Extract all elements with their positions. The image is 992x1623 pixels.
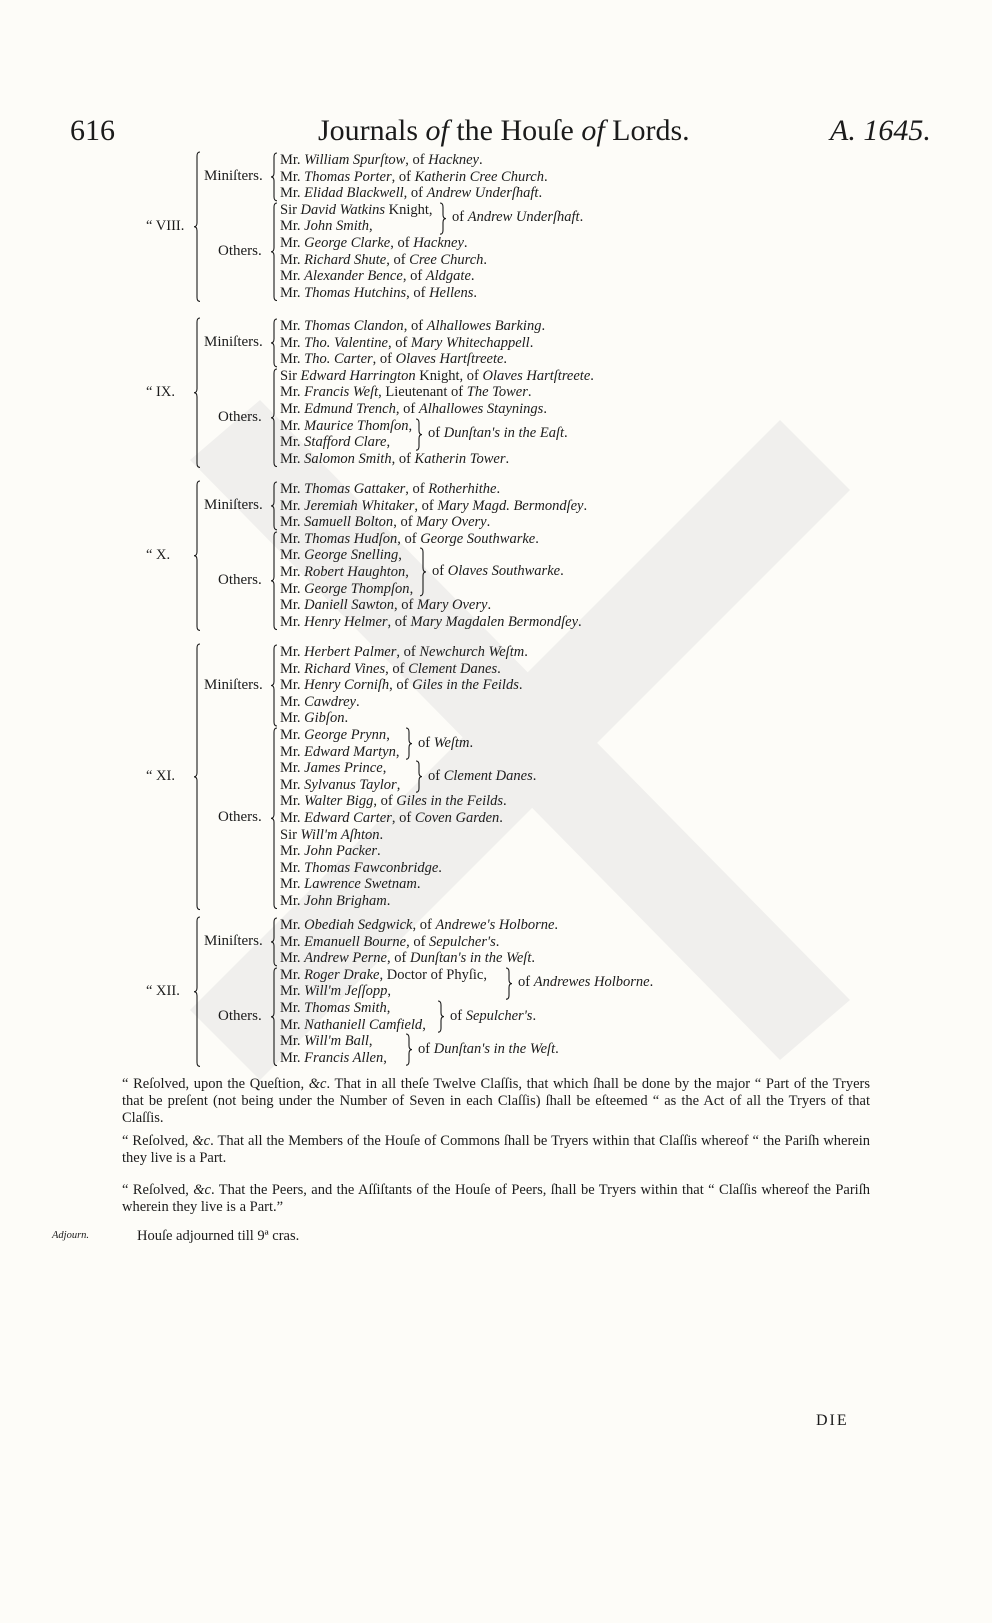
- class-entry-line: Mr. Thomas Porter, of Katherin Cree Church.: [280, 168, 548, 185]
- others-brace-icon: [271, 728, 279, 909]
- class-numeral: “ X.: [146, 546, 171, 563]
- class-entry-line: Mr. John Packer.: [280, 843, 381, 860]
- class-entry-line: Mr. Richard Vines, of Clement Danes.: [280, 660, 501, 677]
- class-entry-line: Sir David Watkins Knight,: [280, 201, 433, 218]
- others-label: Others.: [218, 809, 262, 826]
- class-entry-line: Mr. George Snelling,: [280, 547, 402, 564]
- class-entry-line: Mr. Alexander Bence, of Aldgate.: [280, 268, 475, 285]
- margin-note: Adjourn.: [52, 1230, 90, 1241]
- others-brace-icon: [271, 532, 279, 630]
- ministers-brace-icon: [271, 153, 279, 201]
- class-entry-line: Mr. George Thompſon,: [280, 580, 414, 597]
- joint-parish-text: of Andrewes Holborne.: [518, 974, 654, 991]
- class-entry-line: Sir Edward Harrington Knight, of Olaves Hartſtreete.: [280, 367, 594, 384]
- resolution-3: “ Reſolved, &c. That the Peers, and the Aſſiſtants of the Houſe of Peers, ſhall be Tryers within that “ Claſſis whereof the Pariſh wherein they live is a Part.”: [122, 1182, 870, 1215]
- class-entry-line: Mr. Herbert Palmer, of Newchurch Weſtm.: [280, 644, 528, 660]
- class-entry-line: Mr. Obediah Sedgwick, of Andrewe's Holborne.: [280, 917, 559, 933]
- class-entry-line: Mr. Tho. Valentine, of Mary Whitechappell.: [280, 334, 534, 351]
- class-entry-line: Mr. Walter Bigg, of Giles in the Feilds.: [280, 793, 507, 810]
- class-entry-line: Mr. Thomas Gattaker, of Rotherhithe.: [280, 481, 501, 497]
- class-entry-line: Mr. James Prince,: [280, 760, 387, 777]
- joint-brace-icon: [506, 968, 514, 999]
- class-entry-line: Mr. Salomon Smith, of Katherin Tower.: [280, 450, 510, 467]
- ministers-brace-icon: [271, 482, 279, 530]
- class-outer-brace-icon: [194, 481, 202, 630]
- class-outer-brace-icon: [194, 318, 202, 467]
- class-entry-line: Sir Will'm Aſhton.: [280, 826, 384, 843]
- joint-parish-text: of Weſtm.: [418, 734, 474, 751]
- class-outer-brace-icon: [194, 644, 202, 910]
- class-entry-line: Mr. Roger Drake, Doctor of Phyſic,: [280, 966, 487, 983]
- others-brace-icon: [271, 369, 279, 467]
- catchword: DIE: [816, 1412, 849, 1429]
- ministers-brace-icon: [271, 645, 279, 726]
- ministers-label: Miniſters.: [204, 167, 263, 184]
- others-brace-icon: [271, 968, 279, 1066]
- class-numeral: “ XI.: [146, 767, 175, 784]
- class-entry-line: Mr. Sylvanus Taylor,: [280, 776, 401, 793]
- ministers-label: Miniſters.: [204, 676, 263, 693]
- resolution-2: “ Reſolved, &c. That all the Members of the Houſe of Commons ſhall be Tryers within that Claſſis whereof “ the Pariſh wherein they live is a Part.: [122, 1133, 870, 1166]
- ministers-label: Miniſters.: [204, 932, 263, 949]
- adjourn-text: Houſe adjourned till 9ª cras.: [137, 1228, 300, 1244]
- joint-brace-icon: [440, 203, 448, 234]
- others-label: Others.: [218, 1007, 262, 1024]
- others-label: Others.: [218, 571, 262, 588]
- class-entry-line: Mr. George Prynn,: [280, 727, 390, 743]
- joint-parish-text: of Sepulcher's.: [450, 1007, 537, 1024]
- joint-brace-icon: [438, 1001, 446, 1032]
- others-label: Others.: [218, 408, 262, 425]
- joint-brace-icon: [406, 1034, 414, 1065]
- class-entry-line: Mr. Robert Haughton,: [280, 564, 409, 580]
- ministers-brace-icon: [271, 319, 279, 367]
- class-outer-brace-icon: [194, 917, 202, 1066]
- joint-brace-icon: [416, 761, 424, 792]
- class-outer-brace-icon: [194, 152, 202, 301]
- class-entry-line: Mr. Thomas Hudſon, of George Southwarke.: [280, 530, 539, 547]
- class-entry-line: Mr. Will'm Ball,: [280, 1033, 373, 1050]
- joint-brace-icon: [406, 728, 414, 759]
- class-entry-line: Mr. Elidad Blackwell, of Andrew Underſhaft.: [280, 185, 543, 202]
- others-brace-icon: [271, 203, 279, 301]
- class-entry-line: Mr. Francis Weſt, Lieutenant of The Tower.: [280, 384, 532, 401]
- resolution-1: “ Reſolved, upon the Queſtion, &c. That in all theſe Twelve Claſſis, that which ſhall be done by the major “ Part of the Tryers that be preſent (not being under the Number of Seven in each Claſſis) ſhall be eſteemed “ as the Act of all the Tryers of that Claſſis.: [122, 1076, 870, 1126]
- class-entry-line: Mr. Henry Corniſh, of Giles in the Feilds.: [280, 677, 523, 694]
- others-label: Others.: [218, 242, 262, 259]
- class-entry-line: Mr. Lawrence Swetnam.: [280, 876, 421, 893]
- class-entry-line: Mr. Tho. Carter, of Olaves Hartſtreete.: [280, 351, 508, 368]
- class-numeral: “ XII.: [146, 982, 180, 999]
- class-entry-line: Mr. Samuell Bolton, of Mary Overy.: [280, 514, 491, 531]
- class-entry-line: Mr. Edward Martyn,: [280, 743, 400, 760]
- class-entry-line: Mr. Stafford Clare,: [280, 434, 391, 451]
- class-entry-line: Mr. Thomas Smith,: [280, 1000, 391, 1016]
- class-entry-line: Mr. John Smith,: [280, 218, 373, 235]
- joint-parish-text: of Dunſtan's in the Weſt.: [418, 1040, 559, 1057]
- joint-brace-icon: [416, 419, 424, 450]
- page-number: 616: [70, 114, 115, 147]
- class-entry-line: Mr. Jeremiah Whitaker, of Mary Magd. Bermondſey.: [280, 497, 588, 514]
- class-entry-line: Mr. Nathaniell Camfield,: [280, 1016, 426, 1033]
- class-entry-line: Mr. Edward Carter, of Coven Garden.: [280, 810, 503, 826]
- class-entry-line: Mr. William Spurſtow, of Hackney.: [280, 152, 483, 168]
- class-entry-line: Mr. Richard Shute, of Cree Church.: [280, 251, 488, 268]
- ministers-label: Miniſters.: [204, 496, 263, 513]
- joint-parish-text: of Dunſtan's in the Eaſt.: [428, 425, 568, 442]
- ministers-label: Miniſters.: [204, 333, 263, 350]
- class-numeral: “ IX.: [146, 383, 175, 400]
- class-entry-line: Mr. Thomas Hutchins, of Hellens.: [280, 284, 477, 301]
- class-entry-line: Mr. Andrew Perne, of Dunſtan's in the Weſt.: [280, 950, 535, 967]
- joint-brace-icon: [420, 548, 428, 596]
- class-entry-line: Mr. Cawdrey.: [280, 693, 360, 710]
- page-title: Journals of the Houſe of Lords.: [318, 114, 690, 147]
- class-numeral: “ VIII.: [146, 217, 185, 234]
- joint-parish-text: of Andrew Underſhaft.: [452, 209, 584, 226]
- class-entry-line: Mr. George Clarke, of Hackney.: [280, 235, 468, 251]
- class-entry-line: Mr. Edmund Trench, of Alhallowes Staynings.: [280, 401, 547, 417]
- class-entry-line: Mr. Will'm Jeſſopp,: [280, 983, 392, 1000]
- class-entry-line: Mr. Emanuell Bourne, of Sepulcher's.: [280, 933, 500, 950]
- class-entry-line: Mr. Maurice Thomſon,: [280, 417, 413, 434]
- class-entry-line: Mr. Gibſon.: [280, 710, 349, 727]
- joint-parish-text: of Clement Danes.: [428, 767, 537, 784]
- class-entry-line: Mr. Thomas Fawconbridge.: [280, 859, 442, 876]
- page-year: A. 1645.: [830, 114, 931, 147]
- class-entry-line: Mr. Thomas Clandon, of Alhallowes Barking.: [280, 318, 546, 334]
- ministers-brace-icon: [271, 918, 279, 966]
- class-entry-line: Mr. John Brigham.: [280, 893, 391, 909]
- class-entry-line: Mr. Francis Allen,: [280, 1049, 387, 1066]
- class-entry-line: Mr. Henry Helmer, of Mary Magdalen Bermondſey.: [280, 613, 582, 630]
- class-entry-line: Mr. Daniell Sawton, of Mary Overy.: [280, 597, 492, 614]
- joint-parish-text: of Olaves Southwarke.: [432, 563, 564, 580]
